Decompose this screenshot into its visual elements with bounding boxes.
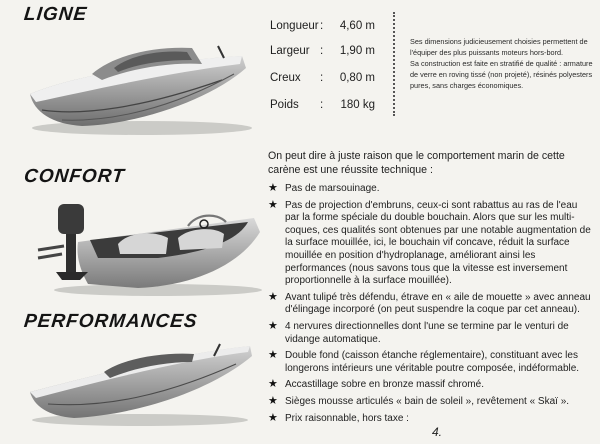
feature-item [268, 379, 594, 392]
star-bullet-icon: ★ [268, 182, 278, 194]
star-bullet-icon: ★ [268, 394, 278, 407]
feature-text: Pas de projection d'embruns, ceux-ci sont rabattus au ras de l'eau par la forme spéciale du double bouchain. Alors que sur les multi-coques, ces qualités sont obtenues par une notable augmentation de la surface mouillée, ici, le bouchain vif concave, réduit la surface mouillée en position d'hydroplanage, améliorant ainsi les performances (nous savons tous que la vitesse est inversement proportionnelle à la surface mouillée). [285, 199, 591, 287]
feature-item [268, 413, 594, 426]
feature-text: Avant tulipé très défendu, étrave en « aile de mouette » avec anneau d'élingage incorporé (on peut suspendre la coque par cet anneau). [285, 291, 591, 316]
construction-note [410, 36, 594, 91]
intro-paragraph: On peut dire à juste raison que le comportement marin de cette carène est une réussite technique : [268, 150, 565, 176]
star-bullet-icon: ★ [268, 378, 278, 391]
star-bullet-icon: ★ [268, 411, 278, 424]
feature-item [268, 396, 594, 409]
spec-colon: : [320, 45, 324, 57]
feature-text: Accastillage sobre en bronze massif chromé. [285, 379, 484, 391]
feature-item [268, 321, 594, 346]
construction-note-dimensions: Ses dimensions judicieusement choisies permettent de l'équiper des plus puissants moteurs hors-bord. [410, 37, 588, 57]
boat-photo-side-view [22, 28, 254, 140]
spec-value: 1,90 m [339, 45, 375, 57]
spec-row-creux [270, 72, 375, 86]
spec-row-largeur [270, 45, 375, 59]
section-title-performances: PERFORMANCES [22, 311, 199, 332]
construction-note-materials: Sa construction est faite en stratifié de qualité : armature de verre en roving tissé (non projeté), résinés polyesters pures, sans charges économiques. [410, 59, 593, 90]
spec-row-longueur [270, 20, 375, 34]
section-title-confort: CONFORT [22, 166, 126, 187]
boat-photo-interior-view [28, 188, 266, 300]
feature-item [268, 350, 594, 375]
feature-item [268, 183, 594, 196]
star-bullet-icon: ★ [268, 349, 278, 362]
spec-label: Largeur [270, 45, 310, 57]
feature-item [268, 292, 594, 317]
feature-text: Pas de marsouinage. [285, 183, 380, 194]
spec-label: Poids [270, 99, 299, 111]
spec-label: Longueur [270, 20, 319, 32]
feature-item [268, 200, 594, 288]
spec-colon: : [320, 20, 324, 32]
star-bullet-icon: ★ [268, 198, 278, 211]
feature-text: Sièges mousse articulés « bain de soleil », revêtement « Skaï ». [285, 395, 570, 407]
star-bullet-icon: ★ [268, 319, 278, 332]
star-bullet-icon: ★ [268, 290, 278, 303]
boat-photo-performance-view [24, 334, 258, 430]
spec-colon: : [320, 72, 324, 84]
spec-value: 4,60 m [339, 20, 375, 32]
feature-text: Prix raisonnable, hors taxe : [285, 412, 409, 424]
dotted-divider [393, 12, 395, 116]
section-title-ligne: LIGNE [22, 4, 89, 25]
spec-colon: : [320, 99, 324, 111]
spec-row-poids [270, 99, 375, 113]
page-number: 4. [432, 425, 443, 439]
spec-label: Creux [270, 72, 301, 84]
feature-list [268, 183, 594, 429]
spec-value: 180 kg [340, 99, 375, 111]
feature-text: 4 nervures directionnelles dont l'une se termine par le venturi de vidange automatique. [285, 320, 569, 345]
spec-value: 0,80 m [339, 72, 375, 84]
feature-text: Double fond (caisson étanche réglementaire), constituant avec les longerons intérieurs une véritable poutre composée, indéformable. [285, 350, 580, 374]
